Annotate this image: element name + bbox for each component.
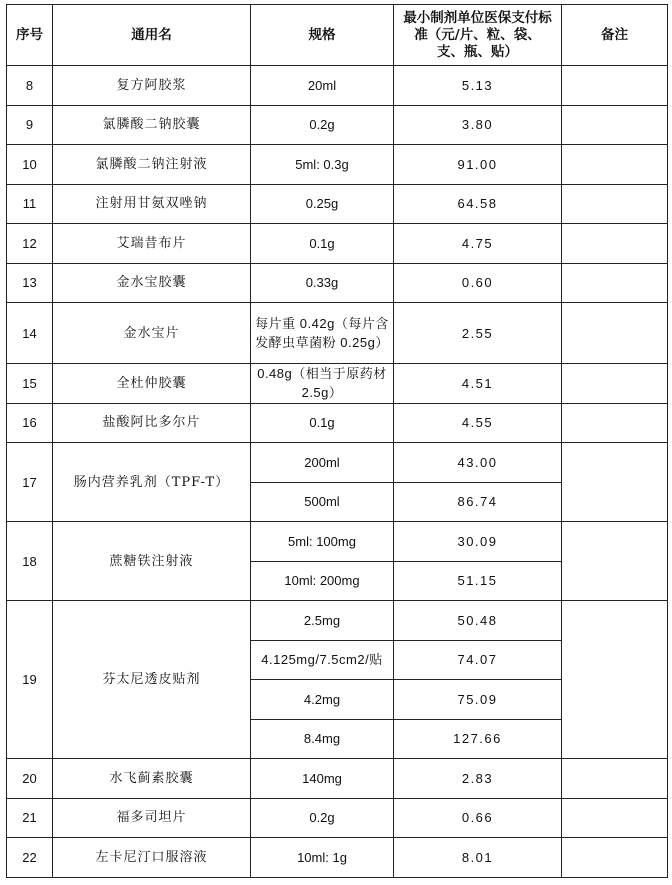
cell-name: 氯膦酸二钠注射液 <box>53 145 251 185</box>
table-row <box>7 443 668 483</box>
table-row <box>7 403 668 443</box>
cell-name: 复方阿胶浆 <box>53 66 251 106</box>
cell-spec: 5ml: 0.3g <box>251 145 394 185</box>
cell-name: 金水宝胶囊 <box>53 263 251 303</box>
drug-price-table <box>6 4 668 878</box>
cell-note <box>562 224 668 264</box>
cell-spec: 0.2g <box>251 105 394 145</box>
table-row <box>7 184 668 224</box>
cell-note <box>562 403 668 443</box>
cell-seq: 19 <box>7 601 53 759</box>
cell-seq: 16 <box>7 403 53 443</box>
cell-name: 水飞蓟素胶囊 <box>53 759 251 799</box>
cell-price: 30.09 <box>394 522 562 562</box>
cell-note <box>562 522 668 601</box>
cell-spec: 每片重 0.42g（每片含发酵虫草菌粉 0.25g） <box>251 303 394 364</box>
cell-spec: 0.33g <box>251 263 394 303</box>
cell-note <box>562 798 668 838</box>
cell-note <box>562 105 668 145</box>
table-row <box>7 798 668 838</box>
cell-name: 盐酸阿比多尔片 <box>53 403 251 443</box>
cell-name: 氯膦酸二钠胶囊 <box>53 105 251 145</box>
cell-price: 2.55 <box>394 303 562 364</box>
cell-price: 8.01 <box>394 838 562 878</box>
cell-spec: 10ml: 200mg <box>251 561 394 601</box>
cell-seq: 10 <box>7 145 53 185</box>
cell-seq: 17 <box>7 443 53 522</box>
cell-price: 2.83 <box>394 759 562 799</box>
cell-price: 4.75 <box>394 224 562 264</box>
cell-name: 肠内营养乳剂（TPF-T） <box>53 443 251 522</box>
table-row <box>7 838 668 878</box>
cell-seq: 12 <box>7 224 53 264</box>
cell-spec: 4.2mg <box>251 680 394 720</box>
header-name: 通用名 <box>53 5 251 66</box>
cell-name: 左卡尼汀口服溶液 <box>53 838 251 878</box>
table-row <box>7 522 668 562</box>
cell-note <box>562 601 668 759</box>
cell-note <box>562 364 668 404</box>
cell-price: 0.60 <box>394 263 562 303</box>
cell-spec: 0.2g <box>251 798 394 838</box>
cell-note <box>562 443 668 522</box>
cell-price: 0.66 <box>394 798 562 838</box>
cell-name: 全杜仲胶囊 <box>53 364 251 404</box>
table-row <box>7 145 668 185</box>
cell-note <box>562 838 668 878</box>
cell-seq: 15 <box>7 364 53 404</box>
cell-seq: 20 <box>7 759 53 799</box>
cell-name: 福多司坦片 <box>53 798 251 838</box>
cell-spec: 20ml <box>251 66 394 106</box>
cell-price: 86.74 <box>394 482 562 522</box>
cell-spec: 8.4mg <box>251 719 394 759</box>
table-row <box>7 601 668 641</box>
cell-price: 5.13 <box>394 66 562 106</box>
header-price: 最小制剂单位医保支付标准（元/片、粒、袋、支、瓶、贴） <box>394 5 562 66</box>
table-row <box>7 105 668 145</box>
cell-spec: 10ml: 1g <box>251 838 394 878</box>
cell-spec: 140mg <box>251 759 394 799</box>
cell-price: 4.55 <box>394 403 562 443</box>
cell-spec: 500ml <box>251 482 394 522</box>
table-row <box>7 303 668 364</box>
cell-price: 64.58 <box>394 184 562 224</box>
cell-note <box>562 759 668 799</box>
cell-note <box>562 184 668 224</box>
cell-spec: 0.48g（相当于原药材 2.5g） <box>251 364 394 404</box>
cell-price: 51.15 <box>394 561 562 601</box>
table-row <box>7 759 668 799</box>
table-row <box>7 224 668 264</box>
header-seq: 序号 <box>7 5 53 66</box>
cell-name: 艾瑞昔布片 <box>53 224 251 264</box>
cell-price: 91.00 <box>394 145 562 185</box>
cell-name: 芬太尼透皮贴剂 <box>53 601 251 759</box>
cell-spec: 2.5mg <box>251 601 394 641</box>
cell-seq: 11 <box>7 184 53 224</box>
cell-price: 74.07 <box>394 640 562 680</box>
cell-seq: 9 <box>7 105 53 145</box>
cell-seq: 14 <box>7 303 53 364</box>
cell-spec: 5ml: 100mg <box>251 522 394 562</box>
table-row <box>7 263 668 303</box>
cell-seq: 22 <box>7 838 53 878</box>
cell-price: 43.00 <box>394 443 562 483</box>
cell-price: 75.09 <box>394 680 562 720</box>
header-note: 备注 <box>562 5 668 66</box>
cell-price: 127.66 <box>394 719 562 759</box>
cell-seq: 18 <box>7 522 53 601</box>
cell-spec: 0.1g <box>251 403 394 443</box>
table-row <box>7 66 668 106</box>
cell-seq: 13 <box>7 263 53 303</box>
cell-spec: 0.25g <box>251 184 394 224</box>
table-body <box>7 66 668 878</box>
cell-name: 金水宝片 <box>53 303 251 364</box>
cell-spec: 200ml <box>251 443 394 483</box>
cell-seq: 21 <box>7 798 53 838</box>
cell-price: 50.48 <box>394 601 562 641</box>
header-spec: 规格 <box>251 5 394 66</box>
cell-name: 蔗糖铁注射液 <box>53 522 251 601</box>
cell-seq: 8 <box>7 66 53 106</box>
cell-spec: 0.1g <box>251 224 394 264</box>
cell-note <box>562 66 668 106</box>
cell-note <box>562 263 668 303</box>
cell-spec: 4.125mg/7.5cm2/贴 <box>251 640 394 680</box>
cell-price: 4.51 <box>394 364 562 404</box>
cell-name: 注射用甘氨双唑钠 <box>53 184 251 224</box>
cell-price: 3.80 <box>394 105 562 145</box>
table-row <box>7 364 668 404</box>
table-header-row <box>7 5 668 66</box>
cell-note <box>562 145 668 185</box>
cell-note <box>562 303 668 364</box>
